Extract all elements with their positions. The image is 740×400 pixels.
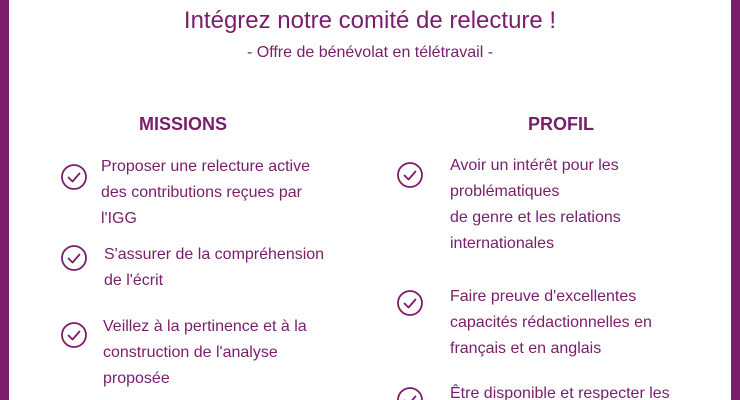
check-circle-icon <box>396 289 424 317</box>
mission-item-3-line-3: proposée <box>103 370 170 387</box>
profil-heading: PROFIL <box>528 114 594 134</box>
mission-item-3-line-2: construction de l'analyse <box>103 344 278 361</box>
mission-item-3-line-1: Veillez à la pertinence et à la <box>103 318 307 335</box>
profil-item-2 <box>450 284 652 362</box>
profil-item-2-line-3: français et en anglais <box>450 340 602 357</box>
profil-item-1-line-3: de genre et les relations <box>450 209 621 226</box>
profil-item-1-line-2: problématiques <box>450 183 560 200</box>
check-circle-icon <box>396 161 424 189</box>
profil-item-2-line-1: Faire preuve d'excellentes <box>450 288 637 305</box>
check-circle-icon <box>60 321 88 349</box>
page-subtitle: - Offre de bénévolat en télétravail - <box>246 44 494 61</box>
mission-item-3 <box>103 314 307 392</box>
profil-item-1 <box>450 153 621 257</box>
profil-item-3 <box>450 381 670 400</box>
profil-item-2-line-2: capacités rédactionnelles en <box>450 314 652 331</box>
mission-item-1-line-3: l'IGG <box>101 210 137 227</box>
check-circle-icon <box>60 163 88 191</box>
mission-item-2-line-1: S'assurer de la compréhension <box>104 246 325 263</box>
mission-item-1 <box>101 154 310 232</box>
profil-item-3-line-1: Être disponible et respecter les <box>450 385 670 400</box>
check-circle-icon <box>396 386 424 400</box>
missions-heading: MISSIONS <box>139 114 228 134</box>
profil-item-1-line-1: Avoir un intérêt pour les <box>450 157 619 174</box>
page-title: Intégrez notre comité de relecture ! <box>183 7 557 34</box>
mission-item-1-line-1: Proposer une relecture active <box>101 158 310 175</box>
check-circle-icon <box>60 244 88 272</box>
profil-item-1-line-4: internationales <box>450 235 555 252</box>
mission-item-1-line-2: des contributions reçues par <box>101 184 302 201</box>
mission-item-2-line-2: de l'écrit <box>104 272 164 289</box>
mission-item-2 <box>104 242 324 294</box>
